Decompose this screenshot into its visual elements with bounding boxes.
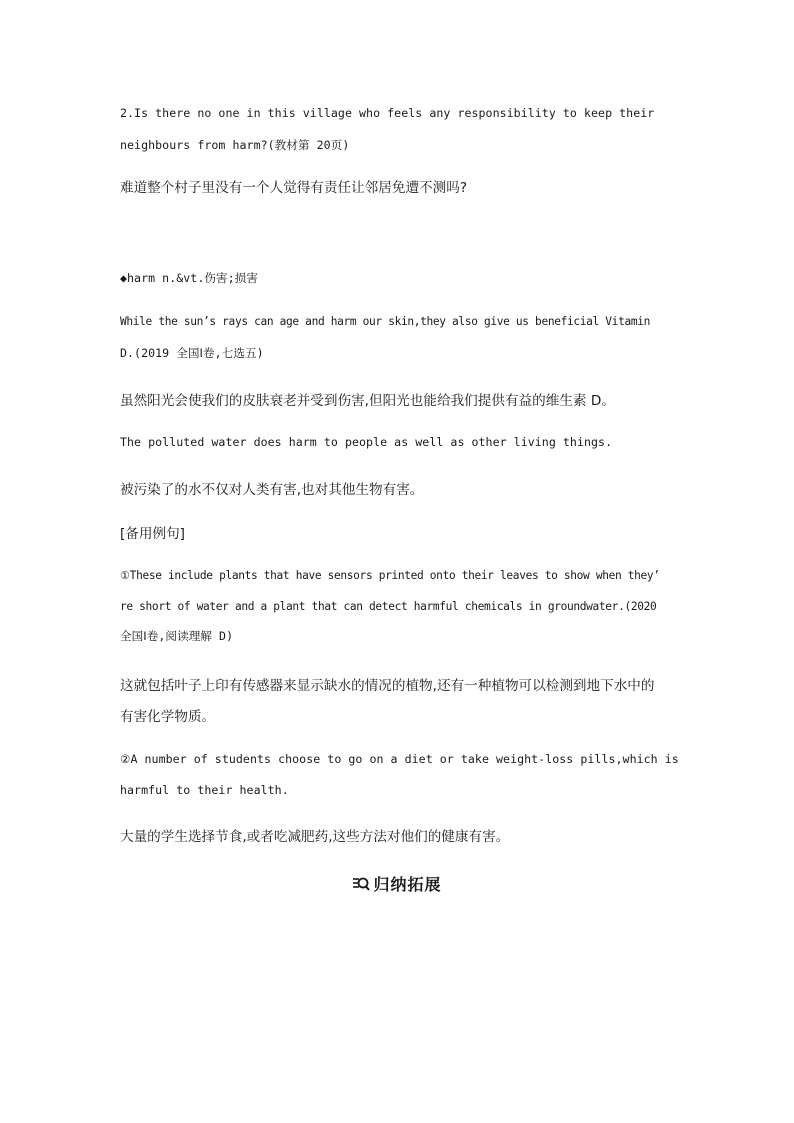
backup-ex1-en-line1: ①These include plants that have sensors printed onto their leaves to show when they’ [120, 569, 660, 582]
backup-ex1-en-line3: 全国Ⅰ卷,阅读理解 D) [120, 629, 234, 643]
backup-ex2-en-line1: ②A number of students choose to go on a diet or take weight-loss pills,which is [120, 752, 679, 766]
section-title: 归纳拓展 [373, 875, 442, 894]
entry-sentence-en-line2: neighbours from harm?(教材第 20页) [120, 138, 350, 152]
backup-label: [备用例句] [120, 526, 185, 542]
backup-ex2-zh: 大量的学生选择节食,或者吃减肥药,这些方法对他们的健康有害。 [120, 829, 510, 845]
section-heading [0, 872, 794, 897]
example1-en-line1: While the sun’s rays can age and harm our skin,they also give us beneficial Vitamin [120, 315, 650, 328]
backup-ex1-en-line2: re short of water and a plant that can detect harmful chemicals in groundwater.(2020 [120, 600, 657, 613]
example2-en: The polluted water does harm to people as well as other living things. [120, 435, 613, 449]
magnifier-list-icon [352, 875, 370, 897]
backup-ex1-zh-line1: 这就包括叶子上印有传感器来显示缺水的情况的植物,还有一种植物可以检测到地下水中的 [120, 678, 655, 694]
backup-ex1-zh-line2: 有害化学物质。 [120, 709, 216, 725]
example1-en-line2: D.(2019 全国Ⅰ卷,七选五) [120, 346, 264, 360]
example2-zh: 被污染了的水不仅对人类有害,也对其他生物有害。 [120, 482, 424, 498]
entry-sentence-en-line1: 2.Is there no one in this village who feels any responsibility to keep their [120, 106, 655, 120]
entry-sentence-zh: 难道整个村子里没有一个人觉得有责任让邻居免遭不测吗? [120, 180, 468, 196]
headword: ◆harm n.&vt.伤害;损害 [120, 271, 258, 285]
backup-ex2-en-line2: harmful to their health. [120, 783, 289, 797]
example1-zh: 虽然阳光会使我们的皮肤衰老并受到伤害,但阳光也能给我们提供有益的维生素 D。 [120, 393, 615, 409]
